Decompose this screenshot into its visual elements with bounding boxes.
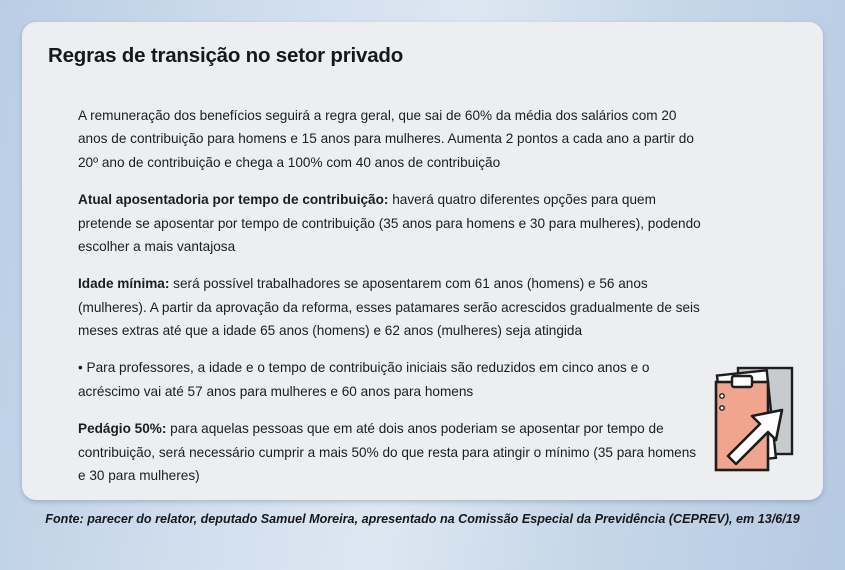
paragraph-lead: Atual aposentadoria por tempo de contribuição:	[78, 192, 389, 208]
source-footnote: Fonte: parecer do relator, deputado Samuel Moreira, apresentado na Comissão Especial da Previdência (CEPREV), em 13/6/19	[45, 512, 800, 526]
paragraph-text: • Para professores, a idade e o tempo de contribuição iniciais são reduzidos em cinco anos e o acréscimo vai até 57 anos para mulheres e 60 anos para homens	[78, 360, 650, 399]
paragraph-text: A remuneração dos benefícios seguirá a regra geral, que sai de 60% da média dos salários com 20 anos de contribuição para homens e 15 anos para mulheres. Aumenta 2 pontos a cada ano a partir do 20º ano de contribuição e chega a 100% com 40 anos de contribuição	[78, 108, 694, 170]
paragraph-pedagio	[78, 417, 703, 487]
paragraph-lead: Idade mínima:	[78, 276, 170, 292]
paragraph-idade-minima	[78, 272, 703, 342]
page-title: Regras de transição no setor privado	[48, 44, 404, 67]
paragraph-text: haverá quatro diferentes opções para quem pretende se aposentar por tempo de contribuição (35 anos para homens e 30 para mulheres), podendo escolher a mais vantajosa	[78, 192, 701, 254]
paragraph-text: para aquelas pessoas que em até dois anos poderiam se aposentar por tempo de contribuição, será necessário cumprir a mais 50% do que resta para atingir o mínimo (35 para homens e 30 para mulheres)	[78, 421, 697, 483]
clipboard-document-arrow-illustration	[698, 352, 813, 487]
paragraph-text: será possível trabalhadores se aposentarem com 61 anos (homens) e 56 anos (mulheres). A partir da aprovação da reforma, esses patamares serão acrescidos gradualmente de seis meses extras até que a idade 65 anos (homens) e 62 anos (mulheres) seja atingida	[78, 276, 700, 338]
content-card	[22, 22, 823, 500]
paragraph-lead: Pedágio 50%:	[78, 421, 167, 437]
body-text-block	[78, 104, 703, 487]
paragraph-tempo-contribuicao	[78, 188, 703, 258]
paragraph-professores	[78, 356, 703, 403]
paragraph-general-rule	[78, 104, 703, 174]
